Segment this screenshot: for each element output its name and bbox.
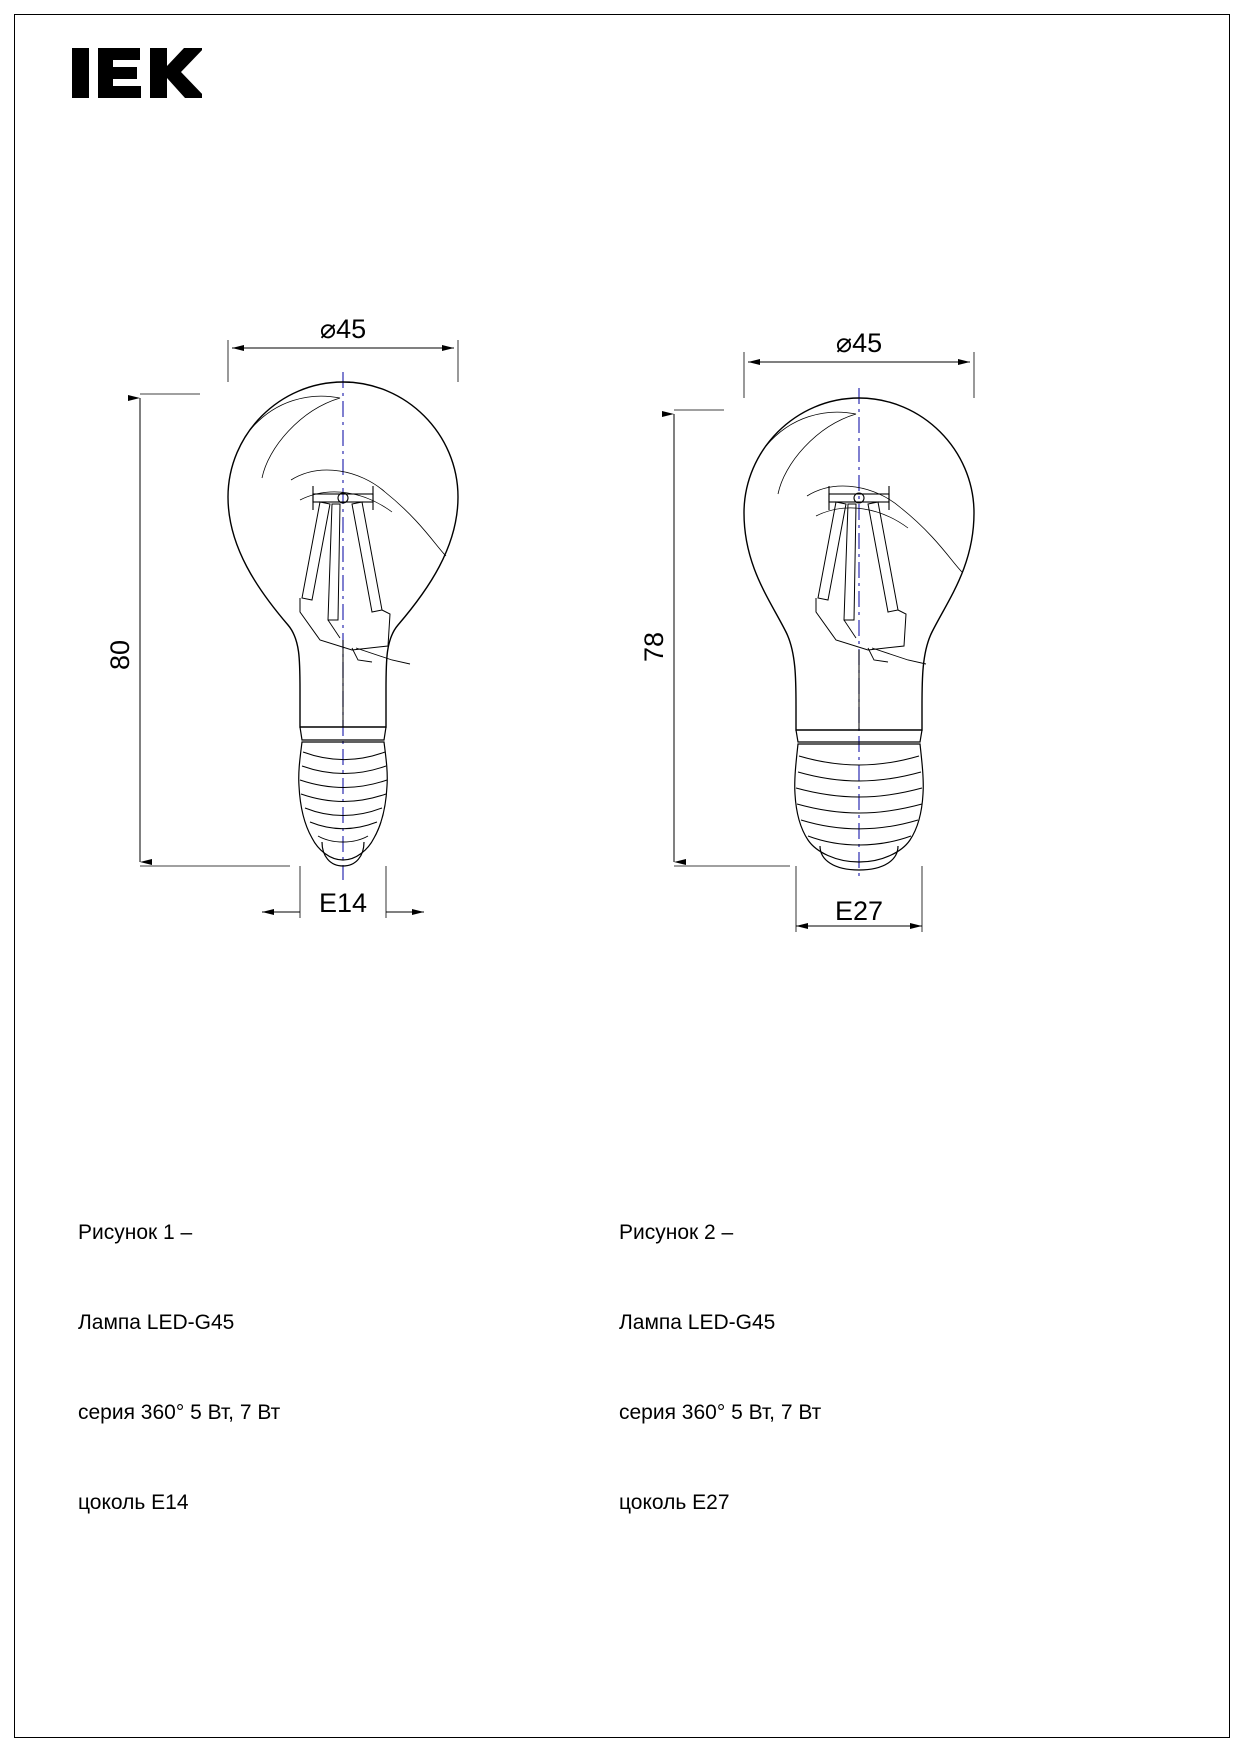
figure-1-diameter-label: ⌀45 (319, 314, 367, 344)
figure-1-drawing (140, 340, 458, 918)
figure-1-caption-line-2: Лампа LED-G45 (78, 1311, 235, 1334)
figure-1-caption-line-4: цоколь E14 (78, 1491, 189, 1514)
figure-1-base-label: E14 (318, 888, 368, 918)
figure-2-caption-line-2: Лампа LED-G45 (619, 1311, 776, 1334)
figure-2-diameter-label: ⌀45 (835, 328, 883, 358)
figure-2-caption-line-1: Рисунок 2 – (619, 1221, 734, 1244)
figure-1-caption-line-3: серия 360° 5 Вт, 7 Вт (78, 1401, 281, 1424)
figure-2-caption-line-3: серия 360° 5 Вт, 7 Вт (619, 1401, 822, 1424)
figure-2-drawing (674, 352, 974, 932)
figure-1-caption (78, 1158, 280, 1578)
figure-2-caption-line-4: цоколь E27 (619, 1491, 730, 1514)
figure-2-base-label: E27 (834, 896, 884, 926)
figure-2-height-label: 78 (639, 631, 669, 663)
figure-1-caption-line-1: Рисунок 1 – (78, 1221, 193, 1244)
figure-2-caption (619, 1158, 821, 1578)
figure-1-height-label: 80 (105, 639, 135, 671)
